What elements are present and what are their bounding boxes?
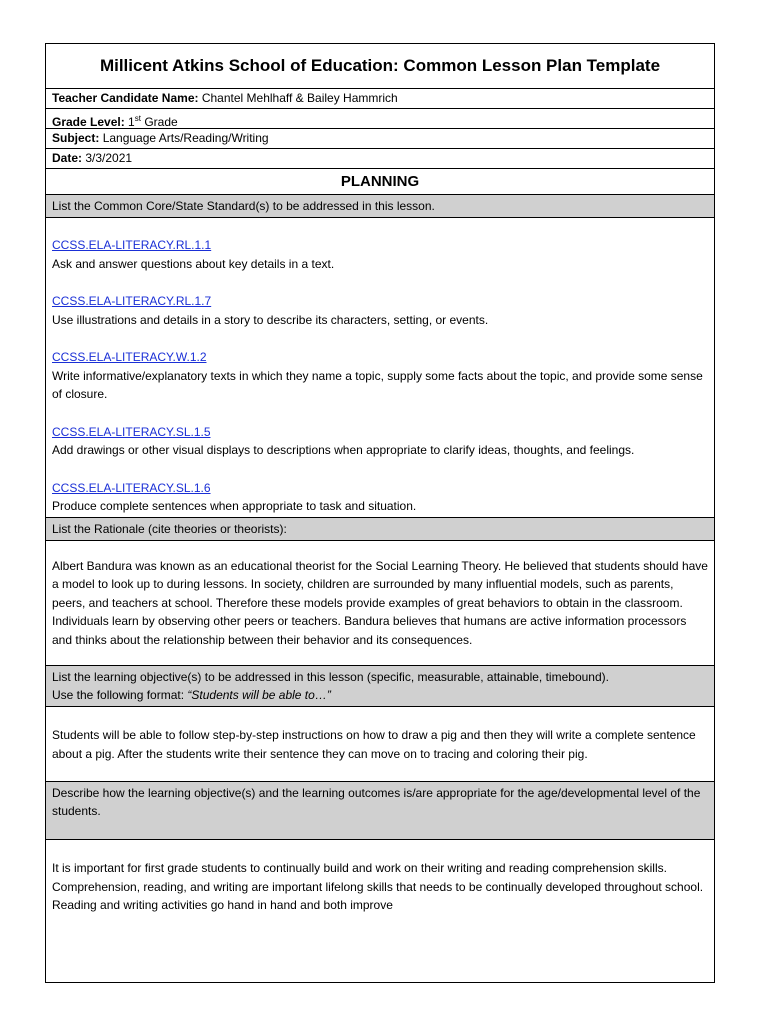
- standard-link[interactable]: CCSS.ELA-LITERACY.RL.1.7: [52, 294, 212, 308]
- grade-suffix: st: [134, 114, 141, 123]
- grade-label: Grade Level:: [52, 115, 125, 129]
- rationale-heading: List the Rationale (cite theories or theorists):: [46, 517, 714, 541]
- standard-item: [52, 479, 708, 516]
- standard-item: [52, 348, 708, 404]
- subject-value: Language Arts/Reading/Writing: [102, 131, 269, 145]
- standard-text: Add drawings or other visual displays to descriptions when appropriate to clarify ideas, thoughts, and feelings.: [52, 443, 635, 457]
- standard-link[interactable]: CCSS.ELA-LITERACY.SL.1.6: [52, 480, 211, 495]
- grade-text: Grade: [144, 115, 178, 129]
- appropriate-section: [46, 840, 714, 915]
- standard-text: Write informative/explanatory texts in which they name a topic, supply some facts about the topic, and provide some sense of closure.: [52, 368, 703, 401]
- lesson-plan-document: [45, 43, 715, 983]
- page-title: Millicent Atkins School of Education: Common Lesson Plan Template: [99, 56, 661, 75]
- appropriate-heading: [46, 782, 714, 840]
- standard-link[interactable]: CCSS.ELA-LITERACY.W.1.2: [52, 350, 207, 364]
- objectives-heading-line: List the learning objective(s) to be addressed in this lesson (specific, measurable, attainable, timebound).: [52, 670, 609, 684]
- date-row: [46, 149, 714, 169]
- appropriate-text: It is important for first grade students to continually build and work on their writing and reading comprehension skills. Comprehension, reading, and writing are important lifelong skills that needs to be continually developed throughout school. Reading and writing activities go hand in hand and both improve: [52, 861, 704, 912]
- objectives-heading-format: Use the following format:: [52, 688, 188, 702]
- subject-row: [46, 129, 714, 149]
- objectives-heading-quote: “Students will be able to…”: [187, 688, 331, 702]
- standards-section: [46, 218, 714, 516]
- objectives-heading: [46, 666, 714, 707]
- standard-text: Use illustrations and details in a story to describe its characters, setting, or events.: [52, 312, 489, 327]
- standard-text: Ask and answer questions about key details in a text.: [52, 256, 335, 271]
- planning-heading: PLANNING: [46, 169, 714, 195]
- standard-item: [52, 423, 708, 460]
- teacher-label: Teacher Candidate Name:: [52, 91, 199, 105]
- rationale-text: Albert Bandura was known as an educational theorist for the Social Learning Theory. He believed that students should have a model to look up to during lessons. In society, children are surrounded by many influential models, such as parents, peers, and teachers at school. Therefore these models provide examples of great behaviors to obtain in the classroom. Individuals learn by observing other peers or teachers. Bandura believes that humans are active information processors and thinks about the relationship between their behavior and its consequences.: [52, 558, 708, 647]
- standard-item: [52, 236, 708, 273]
- teacher-row: [46, 89, 714, 109]
- subject-label: Subject:: [52, 131, 100, 145]
- objectives-section: [46, 707, 714, 782]
- standards-heading: List the Common Core/State Standard(s) to be addressed in this lesson.: [46, 195, 714, 218]
- date-label: Date:: [52, 151, 83, 165]
- title-row: [46, 44, 714, 89]
- date-value: 3/3/2021: [85, 151, 133, 165]
- appropriate-heading-text: Describe how the learning objective(s) and the learning outcomes is/are appropriate for the age/developmental level of the students.: [52, 786, 701, 818]
- objectives-text: Students will be able to follow step-by-step instructions on how to draw a pig and then they will write a complete sentence about a pig. After the students write their sentence they can move on to tracing and coloring their pig.: [52, 728, 696, 761]
- standard-item: [52, 292, 708, 329]
- rationale-section: [46, 541, 714, 667]
- grade-row: [46, 109, 714, 129]
- standard-link[interactable]: CCSS.ELA-LITERACY.SL.1.5: [52, 424, 211, 439]
- standard-link[interactable]: CCSS.ELA-LITERACY.RL.1.1: [52, 238, 212, 252]
- standard-text: Produce complete sentences when appropriate to task and situation.: [52, 499, 417, 513]
- teacher-value: Chantel Mehlhaff & Bailey Hammrich: [201, 91, 398, 105]
- grade-number: 1: [128, 115, 135, 129]
